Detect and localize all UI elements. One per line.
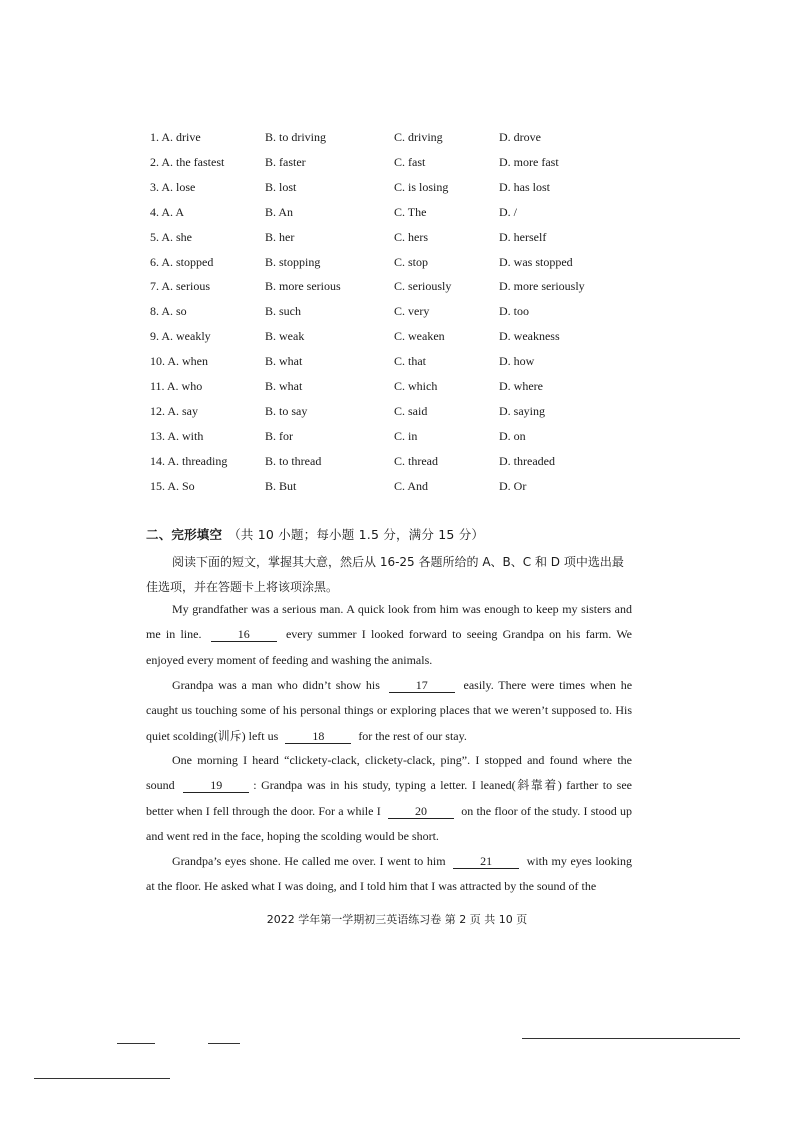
section-title: 二、完形填空: [146, 527, 223, 542]
option-b: B. what: [265, 354, 303, 369]
option-d: D. was stopped: [499, 254, 573, 269]
option-b: B. her: [265, 229, 295, 244]
option-b: B. what: [265, 379, 303, 393]
option-d: D. weakness: [499, 329, 560, 344]
option-b: B. faster: [265, 154, 306, 169]
option-c: C. seriously: [394, 279, 452, 294]
option-d: D. more seriously: [499, 279, 585, 294]
option-c: C. And: [394, 478, 429, 493]
passage-text: on the floor of the study. I stood up and went red in the face, hoping the scolding would be short.: [146, 803, 633, 843]
option-a: 12. A. say: [150, 403, 198, 418]
passage-paragraph-3: [146, 748, 632, 849]
passage-text: easily. There were times when he caught us touching some of his personal things or exploring places that we weren’t supposed to. His quiet scolding(训斥) left us: [146, 678, 633, 743]
option-d: D. drove: [499, 130, 541, 144]
passage-text: One morning I heard “clickety-clack, clickety-clack, ping”. I stopped and found where the sound: [146, 753, 632, 793]
passage-text: Grandpa’s eyes shone. He called me over. I went to him: [172, 854, 446, 868]
option-d: D. on: [499, 428, 526, 443]
option-d: D. how: [499, 354, 535, 369]
option-row: [0, 177, 794, 197]
passage-paragraph-4: [146, 849, 632, 900]
passage-text: for the rest of our stay.: [358, 728, 467, 743]
option-row: [0, 276, 794, 296]
option-d: D. too: [499, 304, 529, 319]
option-c: C. in: [394, 428, 418, 443]
option-b: B. But: [265, 478, 297, 493]
option-row: [0, 127, 794, 147]
option-row: [0, 152, 794, 172]
option-d: D. /: [499, 204, 517, 219]
option-b: B. for: [265, 428, 293, 443]
section-instruction: 阅读下面的短文，掌握其大意，然后从 16-25 各题所给的 A、B、C 和 D 项中选出最佳选项，并在答题卡上将该项涂黑。: [146, 555, 624, 594]
blank-19: 19: [183, 778, 249, 793]
scan-mark-line: [522, 1038, 740, 1039]
option-row: [0, 202, 794, 222]
option-row: [0, 476, 794, 496]
option-a: 15. A. So: [150, 478, 195, 493]
section-heading: [146, 524, 484, 546]
page-footer: 2022 学年第一学期初三英语练习卷 第 2 页 共 10 页: [266, 913, 528, 926]
option-c: C. very: [394, 304, 430, 319]
option-a: 14. A. threading: [150, 453, 228, 468]
option-d: D. herself: [499, 229, 547, 244]
option-row: [0, 252, 794, 272]
passage-text: with my eyes looking at the floor. He asked what I was doing, and I told him that I was attracted by the sound of the: [146, 854, 632, 894]
passage-text: Grandpa was a man who didn’t show his: [172, 678, 380, 692]
scan-mark-line: [34, 1078, 170, 1079]
option-b: B. such: [265, 304, 301, 319]
option-c: C. driving: [394, 130, 443, 144]
option-a: 13. A. with: [150, 428, 204, 443]
option-d: D. has lost: [499, 179, 550, 194]
option-a: 5. A. she: [150, 229, 192, 244]
option-c: C. which: [394, 379, 438, 393]
option-b: B. more serious: [265, 279, 341, 294]
option-d: D. where: [499, 379, 543, 393]
option-a: 3. A. lose: [150, 179, 196, 194]
option-row: [0, 301, 794, 321]
option-a: 2. A. the fastest: [150, 154, 225, 169]
option-c: C. The: [394, 204, 427, 219]
option-a: 4. A. A: [150, 204, 185, 219]
option-row: [0, 227, 794, 247]
passage-text: My grandfather was a serious man. A quick look from him was enough to keep my sisters and me in line.: [146, 602, 632, 642]
option-b: B. An: [265, 204, 294, 219]
option-c: C. weaken: [394, 329, 445, 344]
section-subtitle: （共 10 小题；每小题 1.5 分，满分 15 分）: [228, 527, 485, 542]
option-c: C. hers: [394, 229, 428, 244]
option-row: [0, 326, 794, 346]
passage-text: : Grandpa was in his study, typing a letter. I leaned(斜靠着) farther to see better when I fell through the door. For a while I: [146, 778, 632, 818]
option-d: D. threaded: [499, 453, 555, 468]
blank-18: 18: [285, 729, 351, 744]
option-a: 6. A. stopped: [150, 254, 214, 269]
blank-16: 16: [211, 627, 277, 642]
option-b: B. stopping: [265, 254, 321, 269]
blank-17: 17: [389, 678, 455, 693]
option-a: 9. A. weakly: [150, 329, 211, 344]
option-d: D. more fast: [499, 154, 559, 169]
scan-mark-line: [117, 1043, 155, 1044]
passage-text: every summer I looked forward to seeing Grandpa on his farm. We enjoyed every moment of feeding and washing the animals.: [146, 627, 633, 667]
option-b: B. to driving: [265, 130, 327, 144]
option-row: [0, 376, 794, 396]
passage-paragraph-1: [146, 597, 632, 673]
option-c: C. said: [394, 403, 428, 418]
option-c: C. fast: [394, 154, 426, 169]
option-c: C. that: [394, 354, 426, 369]
option-a: 8. A. so: [150, 304, 187, 319]
option-row: [0, 426, 794, 446]
option-d: D. saying: [499, 403, 545, 418]
option-row: [0, 451, 794, 471]
option-a: 10. A. when: [150, 354, 208, 369]
option-c: C. is losing: [394, 179, 449, 194]
option-b: B. lost: [265, 179, 297, 194]
option-row: [0, 401, 794, 421]
option-b: B. to thread: [265, 453, 322, 468]
blank-21: 21: [453, 854, 519, 869]
option-b: B. to say: [265, 403, 308, 418]
option-a: 7. A. serious: [150, 279, 210, 294]
option-d: D. Or: [499, 478, 527, 493]
option-row: [0, 351, 794, 371]
blank-20: 20: [388, 804, 454, 819]
option-c: C. stop: [394, 254, 429, 269]
option-c: C. thread: [394, 453, 438, 468]
option-a: 11. A. who: [150, 379, 203, 393]
option-a: 1. A. drive: [150, 130, 201, 144]
scan-mark-line: [208, 1043, 240, 1044]
passage-paragraph-2: [146, 673, 632, 749]
option-b: B. weak: [265, 329, 305, 344]
